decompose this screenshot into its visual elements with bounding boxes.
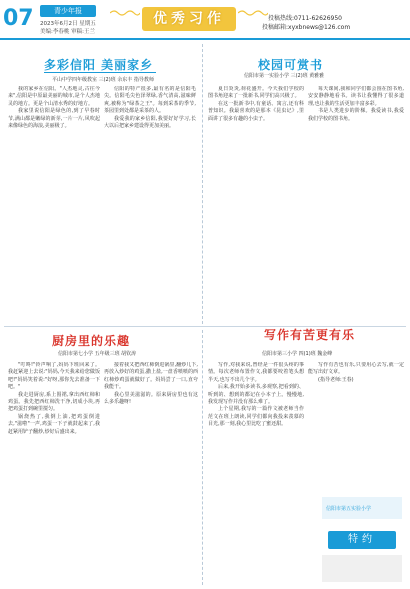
sponsor-label: 特约 bbox=[328, 531, 396, 549]
header-rule bbox=[0, 38, 410, 40]
title-underline bbox=[44, 72, 156, 73]
submission-hotline: 投稿热线:0711-62626950 bbox=[268, 15, 342, 22]
paragraph: 在这一批新书中,有童话、寓言,还有科普知识。我最喜欢的是那本《昆虫记》,里面讲了很多有趣的小虫子。 bbox=[208, 100, 304, 122]
issue-date: 2023年6月2日 星期五 bbox=[40, 21, 96, 27]
article-title: 校园可赏书 bbox=[258, 58, 324, 72]
wave-ornament-icon bbox=[238, 9, 268, 17]
section-title: 优秀习作 bbox=[153, 11, 225, 27]
paragraph: 写作,对我来说,曾经是一件很头疼的事情。每次老师布置作文,我都要咬着笔头想半天,也写不出几个字。 bbox=[208, 362, 304, 383]
article-column bbox=[208, 86, 304, 322]
paragraph: 书是人类进步的阶梯。我爱读书,我爱我们学校的图书角。 bbox=[308, 108, 404, 122]
paragraph: 接着我又把西红柿倒进锅里,翻炒几下,再放入炒好的鸡蛋,撒上盐,一盘香喷喷的西红柿炒鸡蛋就做好了。妈妈尝了一口,直夸我能干。 bbox=[104, 362, 198, 391]
article-title: 厨房里的乐趣 bbox=[52, 334, 131, 348]
paragraph: (指导老师:王春) bbox=[318, 376, 354, 383]
editor-credits: 美编:李春桃 审稿:王兰 bbox=[40, 29, 95, 35]
article-column bbox=[104, 362, 198, 584]
paragraph: 我心里美滋滋的。原来厨房里也有这么多乐趣呀! bbox=[104, 391, 198, 406]
article-column bbox=[8, 86, 100, 322]
paragraph: 我爱我的家乡信阳,我要好好学习,长大以后把家乡建设得更加美丽。 bbox=[104, 115, 196, 130]
paragraph: 我的家乡在信阳。"人杰地灵,古往今来",信阳是中原最美丽的城市,是个人杰地灵的地方。更是个山清水秀的好地方。 bbox=[8, 86, 100, 107]
article-byline: 信阳市第一实验小学 三(2)班 黄雅雅 bbox=[244, 73, 325, 79]
sponsor-ad bbox=[322, 497, 402, 582]
article-column bbox=[308, 86, 404, 322]
paragraph: 我家里说信阳是绿色的,到了早春时节,满山都是嫩绿的新芽,一片一片,风吹起来像绿色的海浪,美丽极了。 bbox=[8, 108, 100, 130]
paragraph: 上个星期,我写的一篇作文被老师当作范文在班上朗读,同学们都向我投来羡慕的目光,那一刻,我心里比吃了蜜还甜。 bbox=[208, 406, 304, 428]
page-header bbox=[0, 0, 410, 40]
column-divider bbox=[202, 330, 203, 585]
paragraph: "叮咚!"铃声响了,妈妈下班回来了。我赶紧迎上去说:"妈妈,今天我来给您做饭吧!"妈妈笑着说:"好呀,那你先去准备一下吧。" bbox=[8, 362, 100, 391]
paragraph: 后来,我开始多读书,多观察,把看到的、听到的、想到的都记在小本子上。慢慢地,我发现写作并没有那么难了。 bbox=[208, 384, 304, 406]
page-number: 07 bbox=[3, 6, 34, 31]
paragraph: 我走进厨房,系上围裙,拿出西红柿和鸡蛋。我先把西红柿洗干净,切成小块,再把鸡蛋打到碗里搅匀。 bbox=[8, 391, 100, 413]
column-divider bbox=[202, 44, 203, 324]
paragraph: 锅烧热了,我倒上油,把鸡蛋倒进去,"滋啦"一声,鸡蛋一下子就鼓起来了,我赶紧用铲子翻炒,炒好后盛出来。 bbox=[8, 413, 100, 435]
sponsor-name: 信阳市第五实验小学 bbox=[326, 506, 372, 512]
paragraph: 写作有苦也有乐,只要用心去写,就一定能写出好文章。 bbox=[308, 362, 404, 376]
wave-ornament-icon bbox=[110, 9, 140, 17]
submission-email: 投稿邮箱:xyxbnews@126.com bbox=[262, 24, 351, 31]
article-column bbox=[208, 362, 304, 584]
paragraph: 夏日炎炎,荷花盛开。今天我们学校的图书角迎来了一批新书,同学们高兴极了。 bbox=[208, 86, 304, 100]
article-title: 写作有苦更有乐 bbox=[264, 328, 356, 342]
paper-logo: 青少年报 bbox=[40, 5, 96, 17]
article-byline: 信阳市第七小学 五年级三班 胡钦涛 bbox=[58, 351, 137, 357]
article-column bbox=[104, 86, 196, 322]
sponsor-banner bbox=[322, 497, 402, 519]
paragraph: 信阳的特产很多,最有名的是信阳毛尖。信阳毛尖色泽翠绿,香气清高,滋味鲜爽,被称为"绿茶之王"。每到采茶的季节,茶园里到处都是采茶的人。 bbox=[104, 86, 196, 115]
article-column bbox=[8, 362, 100, 584]
article-title: 多彩信阳 美丽家乡 bbox=[44, 58, 154, 72]
article-byline: 平山中学四年级教室 三(2)班 余东丰 指导教师 bbox=[52, 77, 154, 83]
sponsor-footer bbox=[322, 555, 402, 582]
section-banner bbox=[142, 7, 236, 31]
article-byline: 信阳市第三小学 四(1)班 魏金峰 bbox=[262, 351, 333, 357]
article-column bbox=[308, 362, 404, 492]
paragraph: 每天课间,我和同学们都会围在图书角,安安静静地看书。读书让我懂得了很多道理,也让我的生活更加丰富多彩。 bbox=[308, 86, 404, 107]
